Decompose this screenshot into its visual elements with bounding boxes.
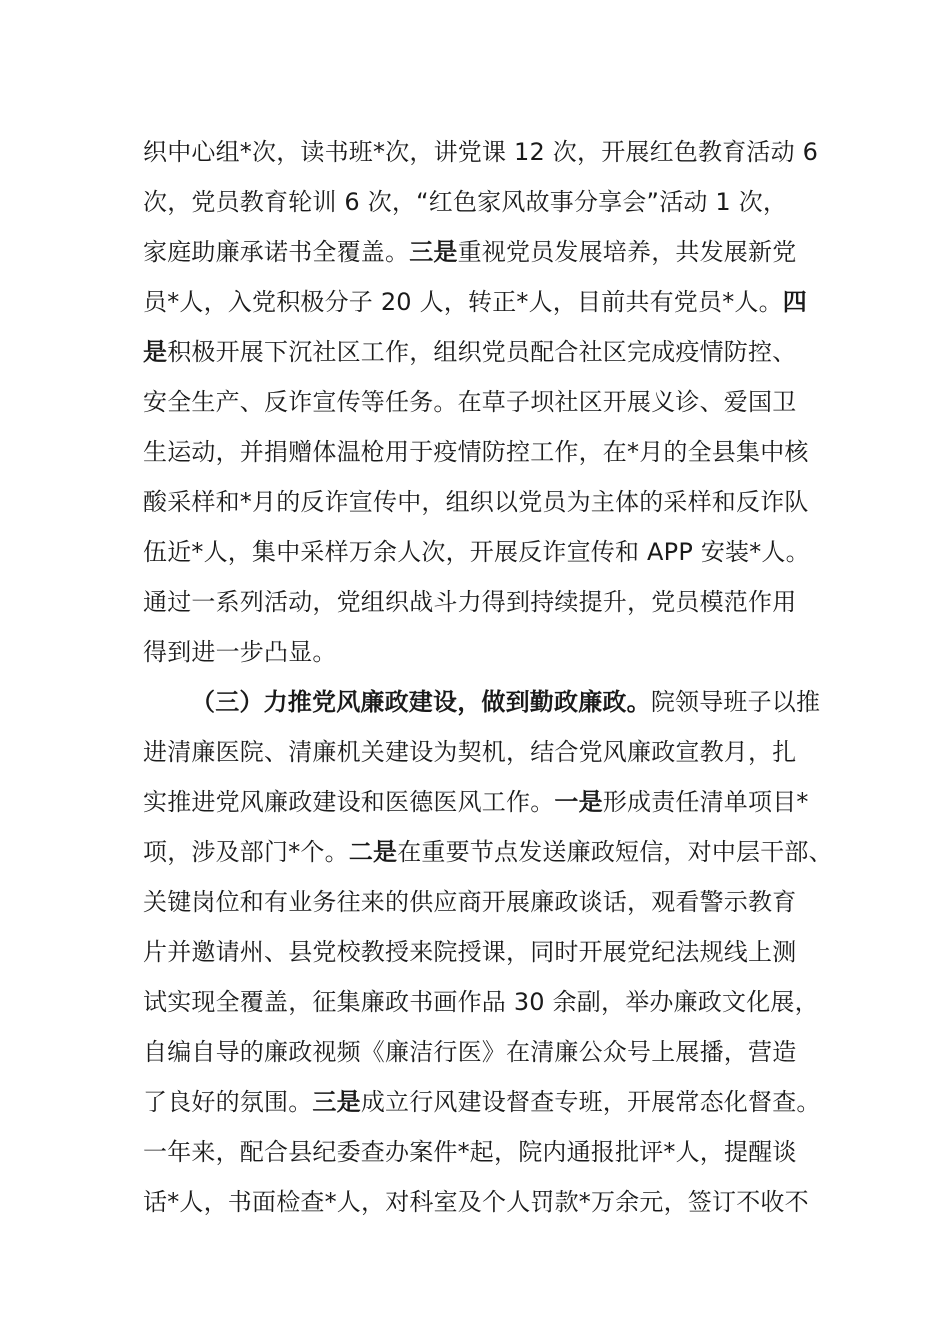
text-run: 伍近*人，集中采样万余人次，开展反诈宣传和 APP 安装*人。	[143, 538, 810, 566]
document-body	[143, 127, 833, 1227]
bold-marker: 三是	[312, 1088, 361, 1116]
text-run: 自编自导的廉政视频《廉洁行医》在清廉公众号上展播，营造	[143, 1038, 797, 1066]
text-run: 形成责任清单项目*	[602, 788, 809, 816]
text-line	[143, 427, 813, 477]
text-run: 片并邀请州、县党校教授来院授课，同时开展党纪法规线上测	[143, 938, 797, 966]
bold-marker: 二是	[348, 838, 398, 866]
text-run: 一年来，配合县纪委查办案件*起，院内通报批评*人，提醒谈	[143, 1138, 797, 1166]
text-line	[143, 477, 813, 527]
text-line	[143, 627, 813, 677]
text-run: 家庭助廉承诺书全覆盖。	[143, 238, 410, 266]
text-run: 院领导班子以推	[650, 688, 821, 716]
text-line	[143, 1027, 813, 1077]
text-run: 员*人，入党积极分子 20 人，转正*人，目前共有党员*人。	[143, 288, 783, 316]
text-run: 酸采样和*月的反诈宣传中，组织以党员为主体的采样和反诈队	[143, 488, 809, 516]
text-line	[143, 377, 813, 427]
text-line	[143, 777, 813, 827]
text-line	[143, 727, 813, 777]
text-run: 生运动，并捐赠体温枪用于疫情防控工作，在*月的全县集中核	[143, 438, 809, 466]
text-run: 织中心组*次，读书班*次，讲党课 12 次，开展红色教育活动 6	[143, 138, 819, 166]
text-run: 积极开展下沉社区工作，组织党员配合社区完成疫情防控、	[167, 338, 797, 366]
bold-marker: 三是	[409, 238, 458, 266]
text-run: 成立行风建设督查专班，开展常态化督查。	[360, 1088, 821, 1116]
text-run: 了良好的氛围。	[143, 1088, 313, 1116]
bold-marker: 一是	[554, 788, 603, 816]
text-run: 关键岗位和有业务往来的供应商开展廉政谈话，观看警示教育	[143, 888, 797, 916]
text-line	[143, 977, 819, 1027]
text-line	[143, 177, 813, 227]
bold-marker: 是	[143, 338, 168, 366]
text-line	[143, 927, 813, 977]
text-run: 重视党员发展培养，共发展新党	[457, 238, 797, 266]
text-line	[143, 277, 813, 327]
section-heading: （三）力推党风廉政建设，做到勤政廉政。	[191, 688, 651, 716]
text-run: 通过一系列活动，党组织战斗力得到持续提升，党员模范作用	[143, 588, 797, 616]
text-run: 在重要节点发送廉政短信，对中层干部、	[397, 838, 833, 866]
text-line	[143, 1127, 813, 1177]
text-run: 项，涉及部门*个。	[143, 838, 349, 866]
text-line	[143, 227, 813, 277]
text-line	[143, 327, 813, 377]
text-run: 进清廉医院、清廉机关建设为契机，结合党风廉政宣教月，扎	[143, 738, 797, 766]
text-run: 次，党员教育轮训 6 次，“红色家风故事分享会”活动 1 次，	[143, 188, 788, 216]
text-line	[143, 827, 833, 877]
text-line	[143, 1177, 813, 1227]
text-run: 实推进党风廉政建设和医德医风工作。	[143, 788, 555, 816]
section-heading-line	[143, 677, 821, 727]
text-line	[143, 577, 813, 627]
text-run: 试实现全覆盖，征集廉政书画作品 30 余副，举办廉政文化展，	[143, 988, 819, 1016]
text-run: 得到进一步凸显。	[143, 638, 337, 666]
text-line	[143, 527, 813, 577]
text-line	[143, 127, 819, 177]
text-run: 安全生产、反诈宣传等任务。在草子坝社区开展义诊、爱国卫	[143, 388, 797, 416]
bold-marker: 四	[782, 288, 807, 316]
text-line	[143, 1077, 821, 1127]
text-line	[143, 877, 813, 927]
text-run: 话*人，书面检查*人，对科室及个人罚款*万余元，签订不收不	[143, 1188, 809, 1216]
